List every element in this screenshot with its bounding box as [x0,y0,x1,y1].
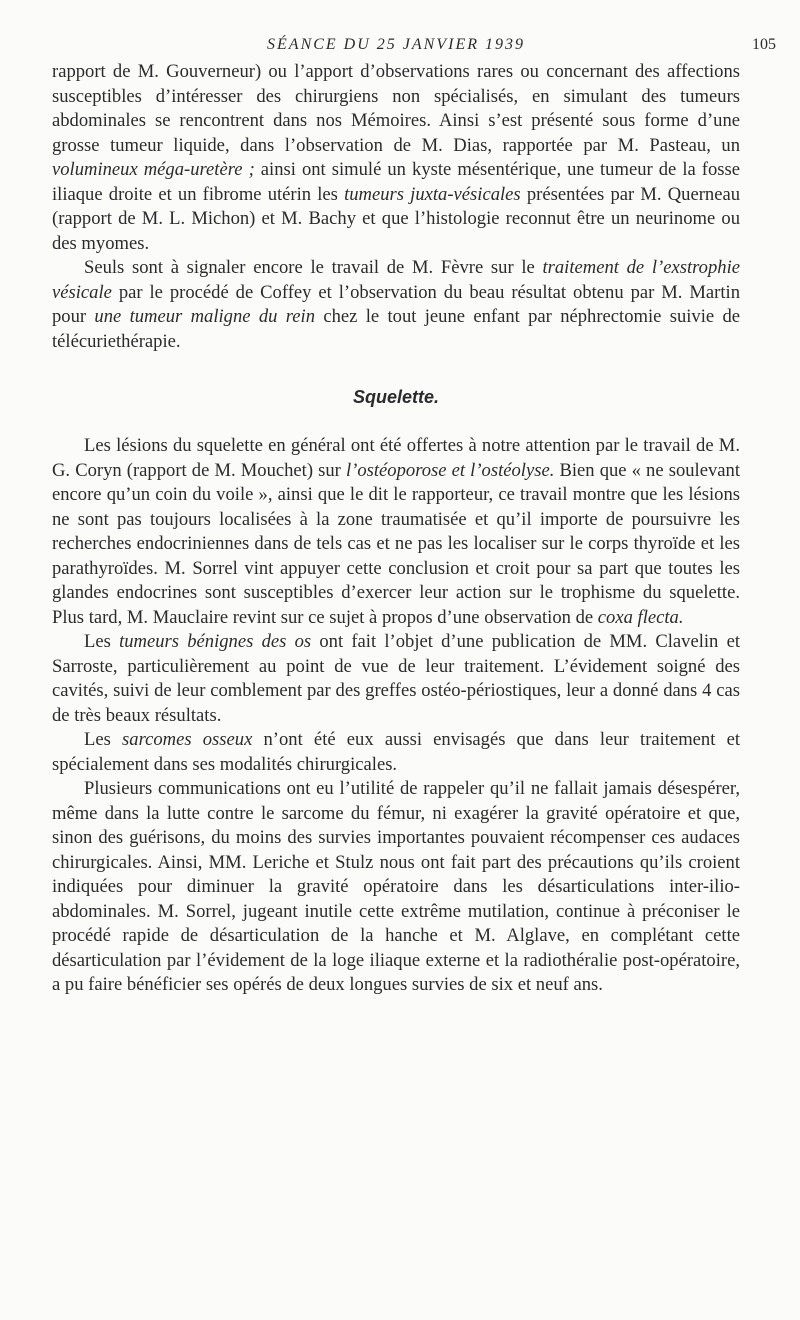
page-header [52,30,776,60]
text-span: Les lésions du squelette en général ont été offertes à notre attention par le travail de M. G. Coryn (rapport de M. Mouchet) sur [52,435,740,481]
paragraph-1 [52,60,740,256]
page-number: 105 [752,36,776,53]
text-span: n’ont été eux aussi envisagés que dans leur traitement et spécialement dans ses modalités chirurgicales. [52,729,740,775]
italic-term: l’ostéoporose et l’ostéolyse. [346,459,555,481]
section-heading: Squelette. [352,387,440,407]
text-span: Plusieurs communications ont eu l’utilité de rappeler qu’il ne fallait jamais désespérer, même dans la lutte contre le sarcome du fémur, ni exagérer la gravité opératoire et que, sinon des guérisons, du moins des survies importantes pouvaient récompenser ces audaces chirurgicales. Ainsi, MM. Leriche et Stulz nous ont fait part des précautions qu’ils croient indiquées pour diminuer la gravité opératoire dans les désarticulations inter-ilio-abdominales. M. Sorrel, jugeant inutile cette extrême mutilation, continue à préconiser le procédé rapide de désarticulation de la hanche et M. Alglave, en complétant cette désarticulation par l’évidement de la loge iliaque externe et la radiothéralie post-opératoire, a pu faire bénéficier ses opérés de deux longues survies de six et neuf ans. [52,778,740,995]
italic-term: une tumeur maligne du rein [94,306,316,327]
italic-term: traitement de l’exstrophie vésicale [52,257,740,303]
text-span: par le procédé de Coffey et l’observation du beau résultat obtenu par M. Martin pour [52,281,740,327]
text-span: présentées par M. Querneau (rapport de M. L. Michon) et M. Bachy et que l’histologie reconnut être un neurinome ou des myomes. [52,183,740,254]
italic-term: coxa flecta. [597,606,684,628]
italic-term: volumineux méga-uretère ; [52,159,255,180]
text-span: chez le tout jeune enfant par néphrectomie suivie de télécuriethérapie. [52,306,741,352]
text-span: Les [84,729,123,750]
italic-term: tumeurs juxta-vésicales [344,183,521,205]
text-span: Seuls sont à signaler encore le travail de M. Fèvre sur le [84,257,543,278]
text-span: rapport de M. Gouverneur) ou l’apport d’observations rares ou concernant des affections susceptibles d’intéresser des chirurgiens non spécialisés, en simulant des tumeurs abdominales se rencontrent dans nos Mémoires. Ainsi s’est présenté sous forme d’une grosse tumeur liquide, dans l’observation de M. Dias, rapportée par M. Pasteau, un [52,61,740,156]
paragraph-4 [52,630,740,728]
paragraph-6 [52,777,740,998]
text-span: Les [84,631,120,652]
text-span: ont fait l’objet d’une publication de MM. Clavelin et Sarroste, particulièrement au point de vue de leur traitement. L’évidement soigné des cavités, suivi de leur comblement par des greffes ostéo-périostiques, leur a donné dans 4 cas de très beaux résultats. [52,631,740,726]
running-head: SÉANCE DU 25 JANVIER 1939 [267,36,525,53]
italic-term: sarcomes osseux [122,729,253,750]
text-span: Bien que « ne soulevant encore qu’un coin du voile », ainsi que le dit le rapporteur, ce travail montre que les lésions ne sont pas toujours localisées à la zone traumatisée et qu’il importe de poursuivre les recherches endocriniennes dans de tels cas et ne pas les localiser sur le corps thyroïde et les parathyroïdes. M. Sorrel vint appuyer cette conclusion et croit pour sa part que toutes les glandes endocrines sont susceptibles d’exercer leur action sur le trophisme du squelette. Plus tard, M. Mauclaire revint sur ce sujet à propos d’une observation de [52,459,740,628]
paragraph-5 [52,728,740,777]
paragraph-2 [52,256,740,354]
italic-term: tumeurs bénignes des os [119,631,312,652]
paragraph-3 [52,434,740,630]
text-span: ainsi ont simulé un kyste mésentérique, une tumeur de la fosse iliaque droite et un fibrome utérin les [52,159,740,205]
